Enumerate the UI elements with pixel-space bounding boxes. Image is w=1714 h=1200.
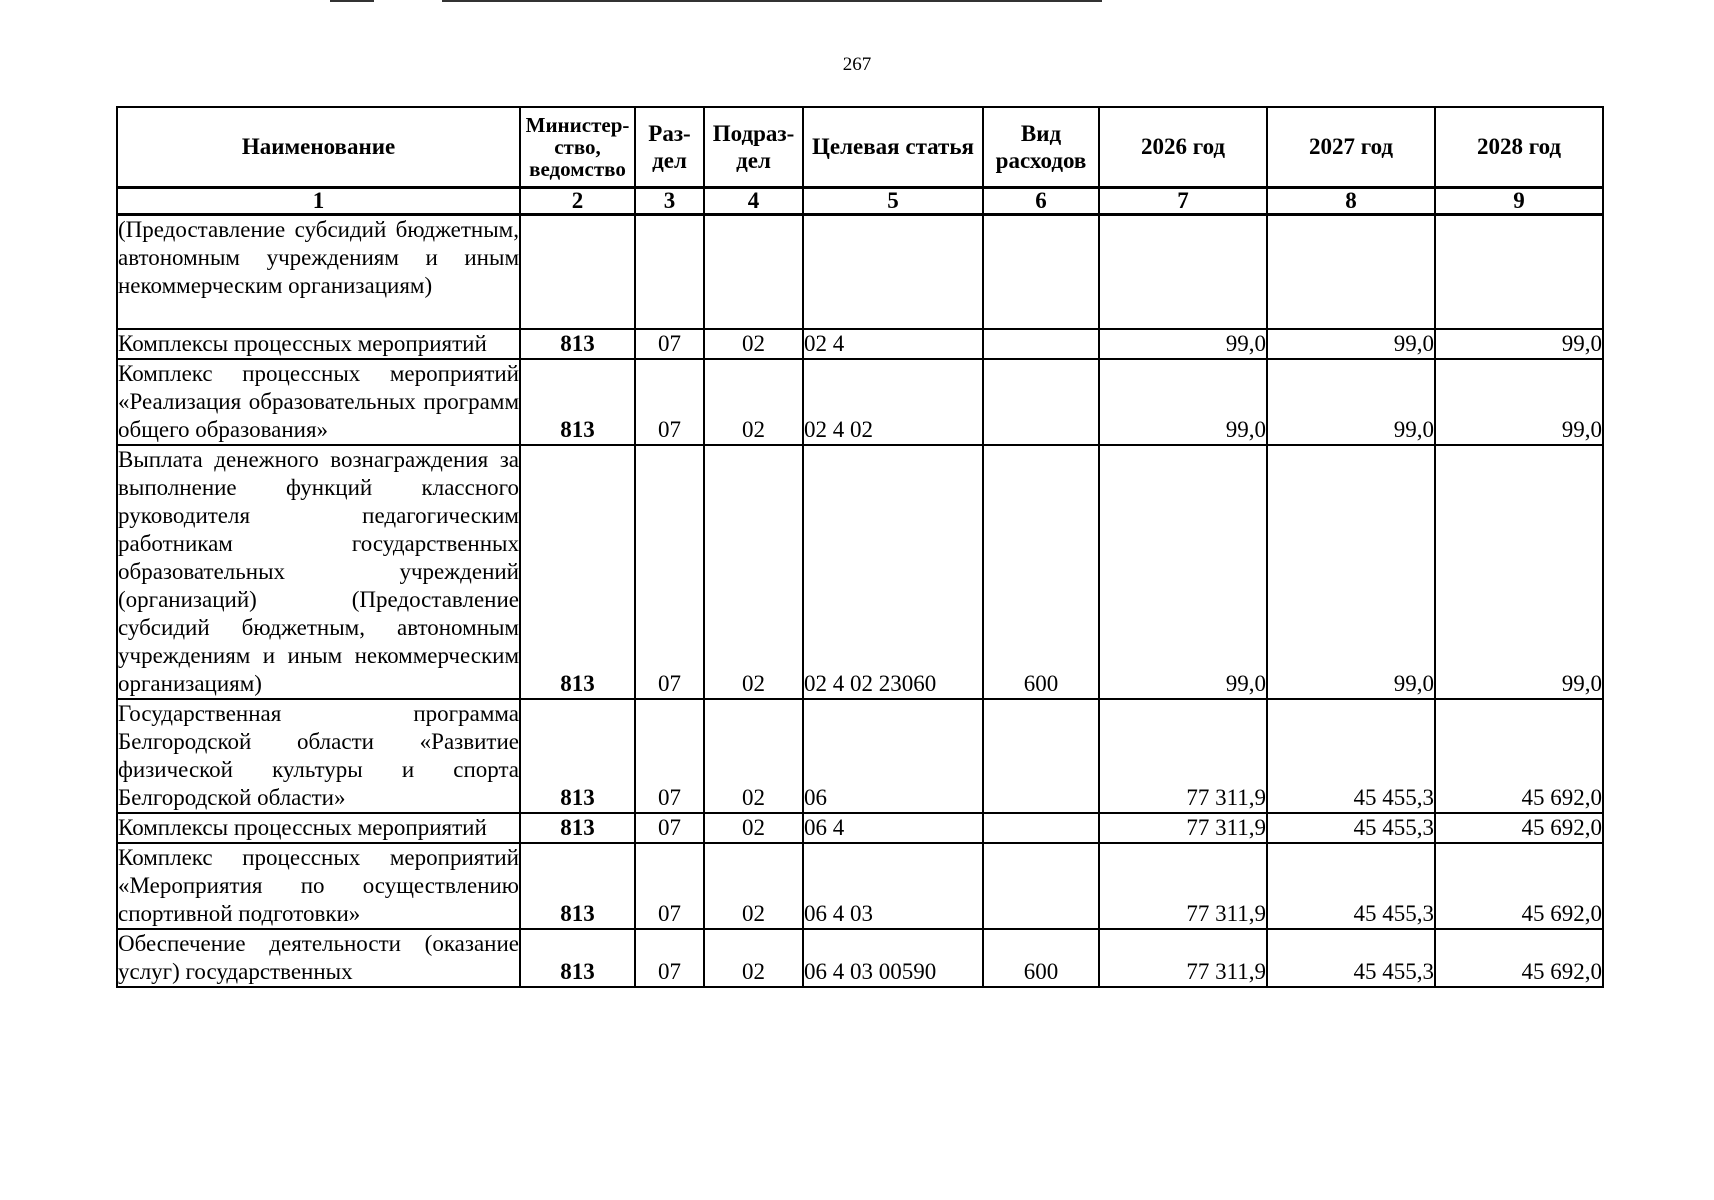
- row-expense-type: 600: [983, 445, 1099, 699]
- row-expense-type: [983, 214, 1099, 329]
- row-subsection: 02: [704, 329, 803, 359]
- row-2026: 77 311,9: [1099, 843, 1267, 929]
- header-name: Наименование: [117, 107, 520, 187]
- page-number: 267: [842, 54, 872, 75]
- table-row: [117, 843, 1603, 929]
- column-number: 4: [704, 187, 803, 214]
- column-number: 5: [803, 187, 983, 214]
- row-section: 07: [635, 359, 704, 445]
- row-name: Выплата денежного вознаграждения за выполнение функций классного руководителя педагогическим работникам государственных образовательных учреждений (организаций) (Предоставление субсидий бюджетным, автономным учреждениям и иным некоммерческим организациям): [117, 445, 520, 699]
- row-target: 06 4: [803, 813, 983, 843]
- row-ministry: [520, 214, 635, 329]
- row-2026: 77 311,9: [1099, 699, 1267, 813]
- row-2028: 99,0: [1435, 445, 1603, 699]
- row-2026: 77 311,9: [1099, 813, 1267, 843]
- row-2027: 45 455,3: [1267, 929, 1435, 987]
- table-row: [117, 929, 1603, 987]
- row-target: 02 4 02 23060: [803, 445, 983, 699]
- row-2028: [1435, 214, 1603, 329]
- row-section: 07: [635, 329, 704, 359]
- row-name: Комплекс процессных мероприятий «Реализация образовательных программ общего образования»: [117, 359, 520, 445]
- table-row: [117, 359, 1603, 445]
- row-subsection: 02: [704, 929, 803, 987]
- column-number: 1: [117, 187, 520, 214]
- row-target: 02 4: [803, 329, 983, 359]
- row-subsection: 02: [704, 359, 803, 445]
- row-2026: 99,0: [1099, 359, 1267, 445]
- row-2027: 99,0: [1267, 445, 1435, 699]
- row-ministry: 813: [520, 929, 635, 987]
- table-row: [117, 329, 1603, 359]
- table-row: [117, 445, 1603, 699]
- row-subsection: 02: [704, 699, 803, 813]
- row-name: Государственная программа Белгородской области «Развитие физической культуры и спорта Белгородской области»: [117, 699, 520, 813]
- header-2028: 2028 год: [1435, 107, 1603, 187]
- row-2026: [1099, 214, 1267, 329]
- row-subsection: 02: [704, 445, 803, 699]
- row-expense-type: [983, 359, 1099, 445]
- budget-table: [116, 106, 1604, 988]
- header-expense-type: Вид расходов: [983, 107, 1099, 187]
- header-2026: 2026 год: [1099, 107, 1267, 187]
- row-ministry: 813: [520, 329, 635, 359]
- row-2028: 45 692,0: [1435, 929, 1603, 987]
- row-target: [803, 214, 983, 329]
- header-row: [117, 107, 1603, 187]
- row-name: Обеспечение деятельности (оказание услуг) государственных: [117, 929, 520, 987]
- row-section: 07: [635, 699, 704, 813]
- row-2027: 99,0: [1267, 359, 1435, 445]
- header-target: Целевая статья: [803, 107, 983, 187]
- row-name: Комплекс процессных мероприятий «Мероприятия по осуществлению спортивной подготовки»: [117, 843, 520, 929]
- column-number: 6: [983, 187, 1099, 214]
- row-subsection: 02: [704, 813, 803, 843]
- row-ministry: 813: [520, 843, 635, 929]
- row-section: 07: [635, 929, 704, 987]
- row-expense-type: [983, 843, 1099, 929]
- column-number: 3: [635, 187, 704, 214]
- row-section: [635, 214, 704, 329]
- row-2027: [1267, 214, 1435, 329]
- row-2028: 45 692,0: [1435, 813, 1603, 843]
- row-name: Комплексы процессных мероприятий: [117, 329, 520, 359]
- row-2028: 45 692,0: [1435, 699, 1603, 813]
- row-2028: 99,0: [1435, 359, 1603, 445]
- row-2028: 99,0: [1435, 329, 1603, 359]
- row-target: 06: [803, 699, 983, 813]
- row-expense-type: 600: [983, 929, 1099, 987]
- row-section: 07: [635, 445, 704, 699]
- row-2027: 99,0: [1267, 329, 1435, 359]
- row-subsection: 02: [704, 843, 803, 929]
- row-ministry: 813: [520, 699, 635, 813]
- column-number: 7: [1099, 187, 1267, 214]
- scan-artifact-line: [442, 0, 1102, 2]
- header-ministry: Министер-ство, ведомство: [520, 107, 635, 187]
- row-section: 07: [635, 843, 704, 929]
- header-2027: 2027 год: [1267, 107, 1435, 187]
- table-row: [117, 214, 1603, 329]
- column-number-row: [117, 187, 1603, 214]
- header-subsection: Подраз-дел: [704, 107, 803, 187]
- table-row: [117, 699, 1603, 813]
- row-2026: 99,0: [1099, 329, 1267, 359]
- row-target: 06 4 03: [803, 843, 983, 929]
- row-expense-type: [983, 813, 1099, 843]
- row-target: 02 4 02: [803, 359, 983, 445]
- row-ministry: 813: [520, 359, 635, 445]
- row-expense-type: [983, 699, 1099, 813]
- row-target: 06 4 03 00590: [803, 929, 983, 987]
- column-number: 2: [520, 187, 635, 214]
- row-2027: 45 455,3: [1267, 843, 1435, 929]
- row-expense-type: [983, 329, 1099, 359]
- row-2028: 45 692,0: [1435, 843, 1603, 929]
- column-number: 9: [1435, 187, 1603, 214]
- row-name: Комплексы процессных мероприятий: [117, 813, 520, 843]
- table-row: [117, 813, 1603, 843]
- column-number: 8: [1267, 187, 1435, 214]
- scan-artifact-line: [330, 0, 374, 2]
- row-2027: 45 455,3: [1267, 813, 1435, 843]
- row-2026: 99,0: [1099, 445, 1267, 699]
- row-section: 07: [635, 813, 704, 843]
- row-subsection: [704, 214, 803, 329]
- row-2027: 45 455,3: [1267, 699, 1435, 813]
- row-ministry: 813: [520, 445, 635, 699]
- header-section: Раз-дел: [635, 107, 704, 187]
- row-ministry: 813: [520, 813, 635, 843]
- row-name: (Предоставление субсидий бюджетным, автономным учреждениям и иным некоммерческим организациям): [117, 214, 520, 329]
- row-2026: 77 311,9: [1099, 929, 1267, 987]
